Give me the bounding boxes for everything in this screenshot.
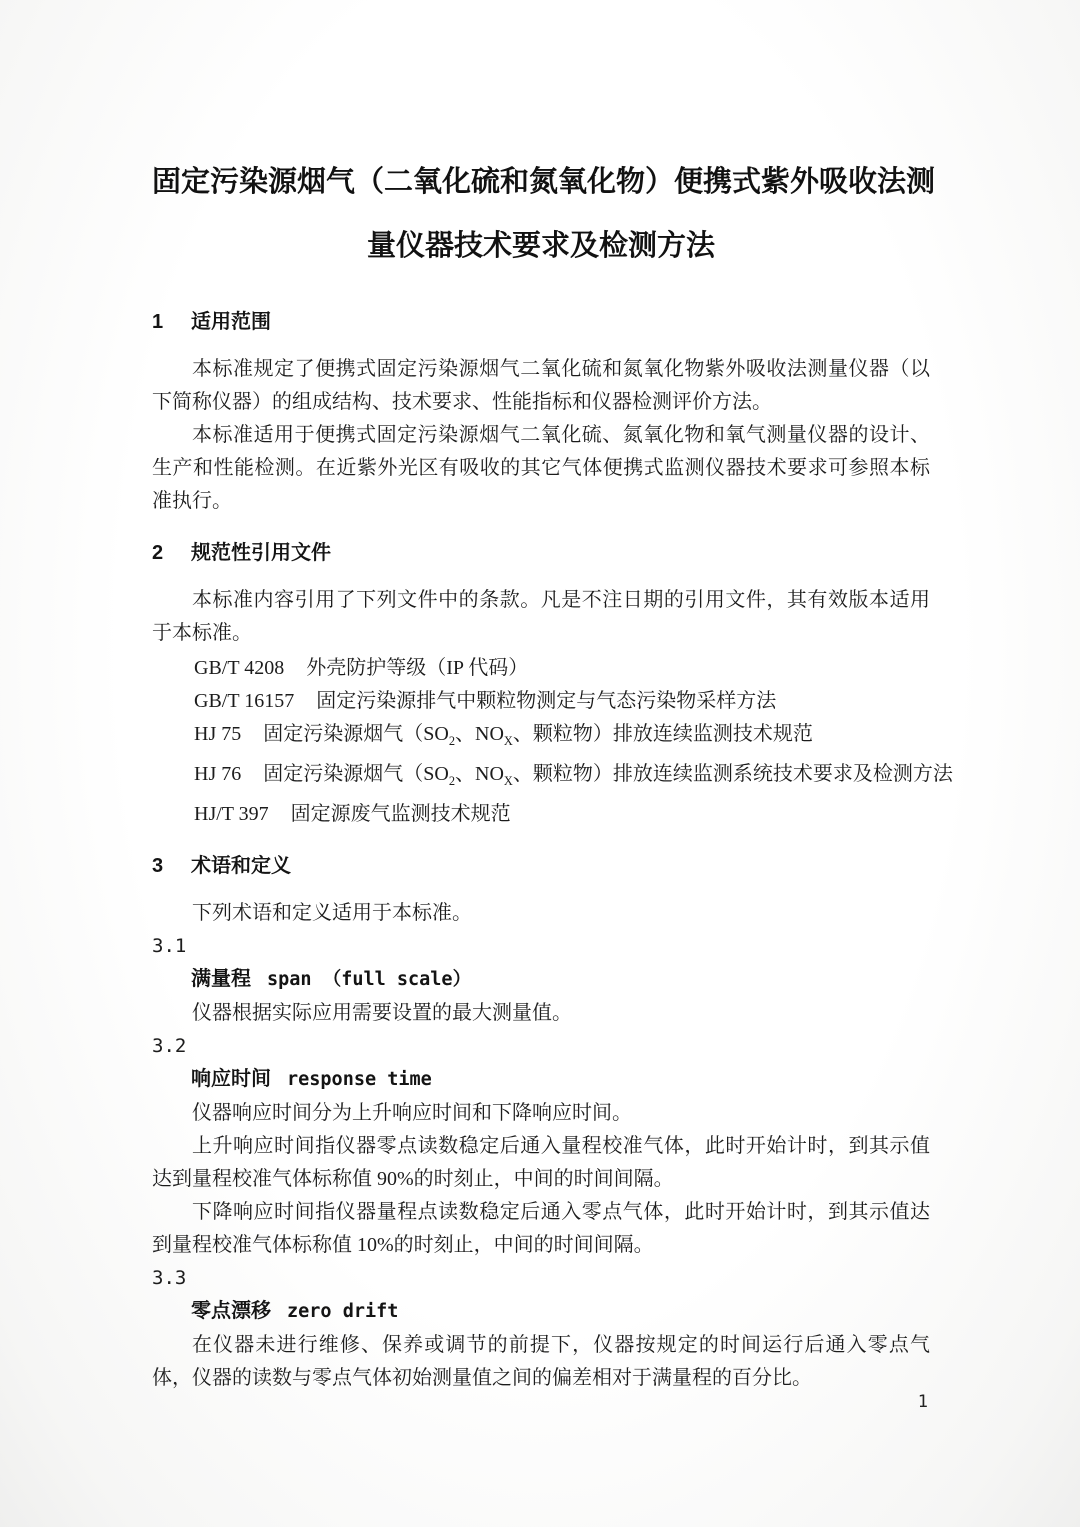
term-block-zero-drift [152, 1262, 930, 1395]
section-scope [152, 306, 930, 518]
reference-code: HJ 76 [194, 763, 242, 785]
section-scope-heading [152, 306, 930, 339]
reference-item [152, 798, 930, 831]
section-number: 1 [152, 311, 164, 333]
reference-item [152, 758, 953, 798]
document-title-line-1: 固定污染源烟气（二氧化硫和氮氧化物）便携式紫外吸收法测 [152, 166, 936, 198]
term-definition-paragraph: 仪器根据实际应用需要设置的最大测量值。 [192, 1002, 572, 1024]
section-title: 规范性引用文件 [191, 542, 331, 564]
term-definition-paragraph: 仪器响应时间分为上升响应时间和下降响应时间。 [192, 1102, 632, 1124]
reference-title: 固定源废气监测技术规范 [290, 803, 511, 825]
section-terms-definitions [152, 850, 930, 1395]
page-number: 1 [917, 1392, 928, 1412]
reference-code: HJ/T 397 [194, 803, 269, 825]
section-normative-references [152, 537, 953, 831]
section-title: 适用范围 [191, 311, 271, 333]
term-name-en: zero drift [287, 1301, 399, 1322]
reference-item [152, 718, 930, 758]
term-name [152, 1063, 930, 1097]
reference-title: 外壳防护等级（IP 代码） [306, 657, 529, 679]
term-name-zh: 零点漂移 [191, 1300, 271, 1322]
references-list [152, 652, 953, 831]
terms-intro-paragraph: 下列术语和定义适用于本标准。 [192, 902, 472, 924]
term-definition-paragraph: 下降响应时间指仪器量程点读数稳定后通入零点气体，此时开始计时，到其示值达到量程校准气体标称值 10%的时刻止，中间的时间间隔。 [152, 1201, 930, 1256]
reference-title: 固定污染源烟气（$SO_2$、$NO_X$、颗粒物）排放连续监测技术规范 [263, 723, 813, 748]
term-block-full-scale [152, 930, 930, 1030]
term-name-zh: 满量程 [191, 968, 251, 990]
reference-code: HJ 75 [194, 723, 242, 745]
section-number: 3 [152, 855, 164, 877]
references-intro-paragraph: 本标准内容引用了下列文件中的条款。凡是不注日期的引用文件，其有效版本适用于本标准。 [152, 589, 930, 644]
reference-code: GB/T 4208 [194, 657, 285, 679]
section-title: 术语和定义 [191, 855, 291, 877]
term-number: 3.3 [152, 1267, 187, 1289]
term-name-zh: 响应时间 [191, 1068, 271, 1090]
section-normative-references-heading [152, 537, 930, 570]
reference-item [152, 685, 930, 718]
section-terms-heading [152, 850, 930, 883]
term-name-en: span （full scale） [267, 969, 472, 990]
term-definition-paragraph: 在仪器未进行维修、保养或调节的前提下，仪器按规定的时间运行后通入零点气体，仪器的读数与零点气体初始测量值之间的偏差相对于满量程的百分比。 [152, 1334, 930, 1389]
scope-paragraph-1: 本标准规定了便携式固定污染源烟气二氧化硫和氮氧化物紫外吸收法测量仪器（以下简称仪器）的组成结构、技术要求、性能指标和仪器检测评价方法。 [152, 358, 930, 413]
section-number: 2 [152, 542, 164, 564]
reference-item [152, 652, 930, 685]
document-title [152, 150, 936, 278]
term-number: 3.1 [152, 935, 187, 957]
term-number: 3.2 [152, 1035, 187, 1057]
term-name [152, 963, 930, 997]
scope-paragraph-2: 本标准适用于便携式固定污染源烟气二氧化硫、氮氧化物和氧气测量仪器的设计、生产和性能检测。在近紫外光区有吸收的其它气体便携式监测仪器技术要求可参照本标准执行。 [152, 424, 930, 512]
reference-title: 固定污染源排气中颗粒物测定与气态污染物采样方法 [316, 690, 777, 712]
term-name-en: response time [287, 1069, 432, 1090]
reference-title: 固定污染源烟气（$SO_2$、$NO_X$、颗粒物）排放连续监测系统技术要求及检测方法 [263, 763, 953, 788]
reference-code: GB/T 16157 [194, 690, 295, 712]
term-definition-paragraph: 上升响应时间指仪器零点读数稳定后通入量程校准气体，此时开始计时，到其示值达到量程校准气体标称值 90%的时刻止，中间的时间间隔。 [152, 1135, 930, 1190]
document-title-line-2: 量仪器技术要求及检测方法 [366, 230, 715, 262]
term-name [152, 1295, 930, 1329]
term-block-response-time [152, 1030, 930, 1262]
